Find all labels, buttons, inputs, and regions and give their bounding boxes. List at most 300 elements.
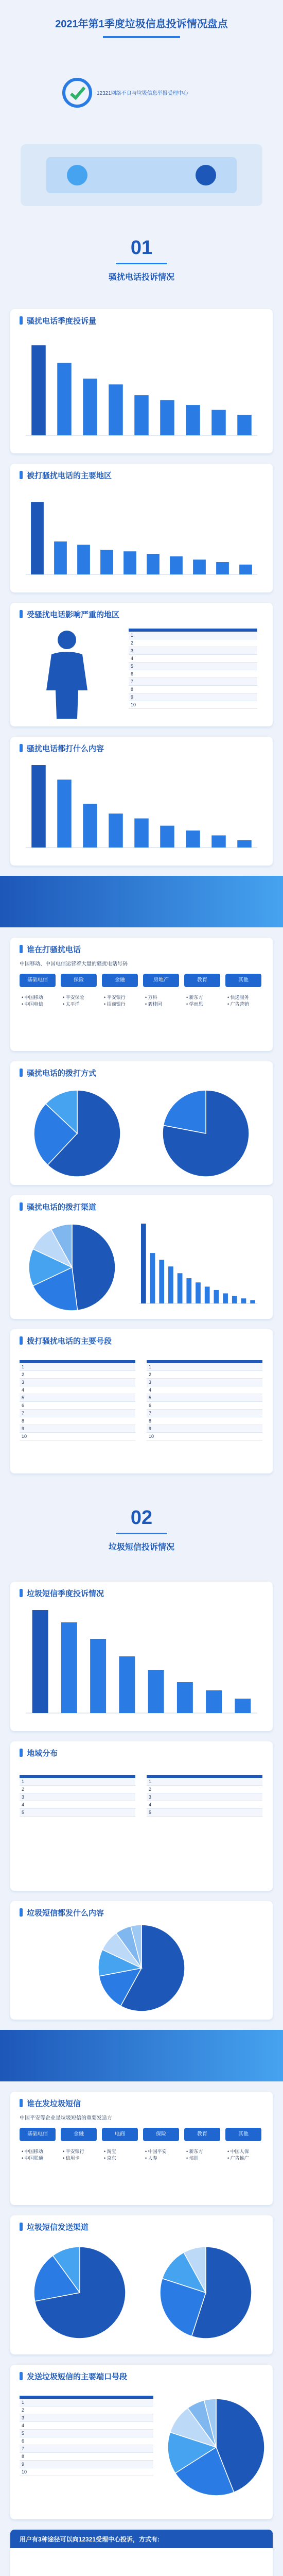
table-cell <box>227 1410 262 1417</box>
table-row <box>20 1410 135 1417</box>
list-item: • 培训 <box>186 2156 199 2161</box>
call-channel-panel <box>10 1195 273 1319</box>
table-cell <box>199 1809 231 1817</box>
bar <box>170 556 183 574</box>
table-cell <box>108 1433 135 1440</box>
table-row <box>20 2468 153 2476</box>
table-cell: 5 <box>20 2430 91 2437</box>
bar <box>168 1266 173 1303</box>
table-cell <box>197 670 227 678</box>
table-row <box>147 1363 262 1371</box>
table-cell <box>199 1793 231 1801</box>
table-cell: 5 <box>147 1394 227 1402</box>
who-calls-title: 谁在打骚扰电话 <box>20 944 81 955</box>
list-item: • 淘宝 <box>104 2149 116 2154</box>
table-cell: 5 <box>147 1809 199 1817</box>
table-cell: 4 <box>20 1386 81 1394</box>
table-row <box>147 1801 262 1809</box>
category-list <box>145 2148 167 2162</box>
call-method-title: 骚扰电话的拨打方式 <box>20 1067 96 1078</box>
table-row <box>147 1386 262 1394</box>
category-list <box>145 994 162 1008</box>
sms-region-title: 地域分布 <box>20 1748 58 1758</box>
list-item: • 中国移动 <box>22 2149 43 2154</box>
table-cell <box>108 1417 135 1425</box>
list-item: • 平安保险 <box>63 995 84 1000</box>
list-item: • 万科 <box>145 995 157 1000</box>
table-row <box>147 1425 262 1433</box>
table-row <box>147 1410 262 1417</box>
table-cell: 1 <box>147 1363 227 1371</box>
report-title: 用户有3种途径可以向12321受理中心投诉，方式有: <box>20 2536 160 2543</box>
table-cell <box>227 1379 262 1386</box>
table-cell: 10 <box>129 701 197 709</box>
category-list <box>227 2148 249 2162</box>
table-row <box>20 1394 135 1402</box>
table-cell: 1 <box>20 1778 72 1786</box>
table-row <box>20 1809 135 1817</box>
table-cell <box>91 2468 122 2476</box>
call-region-panel <box>10 464 273 592</box>
table-row <box>20 1425 135 1433</box>
call-volume-panel <box>10 309 273 453</box>
table-cell <box>197 632 227 639</box>
table-cell: 4 <box>20 2422 91 2430</box>
table-cell: 9 <box>20 2461 91 2468</box>
table-cell: 4 <box>20 1801 72 1809</box>
bar <box>214 1290 219 1303</box>
table-row <box>20 1417 135 1425</box>
category-list <box>104 2148 116 2162</box>
table-cell <box>197 678 227 686</box>
list-item: • 太平洋 <box>63 1002 80 1007</box>
part2-name: 垃圾短信投诉情况 <box>108 1543 174 1552</box>
cover-title: 2021年第1季度垃圾信息投诉情况盘点 <box>55 19 228 30</box>
call-content-title: 骚扰电话都打什么内容 <box>20 743 104 754</box>
table-cell <box>103 1809 135 1817</box>
table-cell <box>227 647 257 655</box>
category-box: 基础电信 <box>20 2128 56 2141</box>
table-cell: 10 <box>20 2468 91 2476</box>
table-cell: 7 <box>20 1410 81 1417</box>
table-row <box>20 1371 135 1379</box>
table-cell: 3 <box>147 1379 227 1386</box>
table-row <box>129 693 257 701</box>
bar <box>160 400 174 435</box>
table-cell: 3 <box>20 1793 72 1801</box>
table-row <box>20 2430 153 2437</box>
table-cell <box>122 2468 153 2476</box>
table-row <box>20 1433 135 1440</box>
table-cell <box>227 1371 262 1379</box>
table-cell <box>231 1809 262 1817</box>
table-cell <box>91 2461 122 2468</box>
part1-number: 01 <box>130 237 153 259</box>
table-cell: 8 <box>147 1417 227 1425</box>
table-cell <box>197 686 227 693</box>
table-cell <box>108 1379 135 1386</box>
table-cell: 4 <box>129 655 197 663</box>
category-list <box>227 994 249 1008</box>
table-cell <box>91 2422 122 2430</box>
list-item: • 京东 <box>104 2156 116 2161</box>
table-row <box>147 1379 262 1386</box>
part1-divider <box>0 227 283 304</box>
sms-channel-pie-1 <box>31 2244 129 2342</box>
table-cell: 9 <box>147 1425 227 1433</box>
sms-content-panel <box>10 1901 273 2020</box>
list-item: • 新东方 <box>186 2149 203 2154</box>
table-row <box>147 1809 262 1817</box>
table-cell: 1 <box>147 1778 199 1786</box>
table-cell: 5 <box>20 1394 81 1402</box>
bar <box>77 545 90 574</box>
table-cell <box>91 2406 122 2414</box>
bar <box>148 1670 164 1713</box>
bar <box>186 1278 191 1303</box>
table-row <box>20 1402 135 1410</box>
category-box: 教育 <box>184 974 220 987</box>
sms-ports-table <box>20 2396 153 2476</box>
category-box: 其他 <box>225 974 261 987</box>
bar <box>147 554 160 574</box>
list-item: • 快递服务 <box>227 995 249 1000</box>
table-cell <box>122 2422 153 2430</box>
table-row <box>20 1379 135 1386</box>
call-region-chart <box>21 487 262 585</box>
bar <box>32 1610 48 1713</box>
sms-region-left-table <box>20 1775 135 1817</box>
table-cell <box>103 1786 135 1793</box>
table-cell: 6 <box>20 2437 91 2445</box>
table-row <box>20 2399 153 2406</box>
table-cell <box>91 2430 122 2437</box>
category-box: 其他 <box>225 2128 261 2141</box>
table-cell: 3 <box>20 1379 81 1386</box>
table-cell <box>72 1809 103 1817</box>
table-cell <box>231 1778 262 1786</box>
table-cell <box>108 1425 135 1433</box>
list-item: • 中国人保 <box>227 2149 249 2154</box>
org-logo <box>62 77 221 108</box>
table-row <box>129 639 257 647</box>
table-row <box>20 1363 135 1371</box>
table-cell <box>227 1394 262 1402</box>
category-box: 房地产 <box>143 974 179 987</box>
table-cell: 5 <box>129 663 197 670</box>
table-cell: 4 <box>147 1801 199 1809</box>
bar <box>205 1286 210 1303</box>
table-cell <box>227 632 257 639</box>
table-row <box>20 1786 135 1793</box>
table-cell <box>122 2414 153 2422</box>
table-cell <box>227 701 257 709</box>
bar <box>83 804 97 848</box>
table-row <box>129 701 257 709</box>
sms-content-pie <box>93 1922 190 2014</box>
table-cell <box>227 1363 262 1371</box>
bar <box>211 410 226 435</box>
bar <box>186 831 200 848</box>
blue-band-1 <box>0 876 283 927</box>
list-item: • 中国平安 <box>145 2149 167 2154</box>
table-cell: 6 <box>129 670 197 678</box>
table-cell <box>91 2437 122 2445</box>
bar <box>193 560 206 574</box>
sms-region-right-table <box>147 1775 262 1817</box>
table-cell: 10 <box>20 1433 81 1440</box>
bar <box>54 541 67 574</box>
table-cell <box>72 1778 103 1786</box>
table-cell <box>227 1417 262 1425</box>
table-row <box>20 2422 153 2430</box>
table-row <box>20 2445 153 2453</box>
table-cell: 5 <box>20 1809 72 1817</box>
table-row <box>129 678 257 686</box>
bar <box>109 384 123 435</box>
call-content-chart <box>21 760 262 858</box>
sms-volume-chart <box>21 1605 262 1723</box>
call-volume-title: 骚扰电话季度投诉量 <box>20 315 96 326</box>
table-cell <box>227 1425 262 1433</box>
bar <box>31 502 44 574</box>
bar <box>57 779 72 848</box>
table-cell: 2 <box>147 1786 199 1793</box>
table-cell <box>103 1778 135 1786</box>
bar <box>159 1260 164 1303</box>
table-cell <box>103 1793 135 1801</box>
bar <box>31 765 46 848</box>
category-box: 保险 <box>61 974 97 987</box>
bar <box>211 835 226 848</box>
table-cell <box>108 1363 135 1371</box>
list-item: • 学而思 <box>186 1002 203 1007</box>
table-row <box>20 2414 153 2422</box>
bar <box>119 1656 135 1713</box>
bar <box>134 819 149 848</box>
category-list <box>22 994 43 1008</box>
top-numbers-left-table <box>20 1360 135 1440</box>
call-content-panel <box>10 737 273 866</box>
table-cell <box>81 1433 108 1440</box>
table-cell <box>197 663 227 670</box>
report-panel <box>10 2530 273 2576</box>
table-row <box>147 1402 262 1410</box>
table-row <box>20 2453 153 2461</box>
category-list <box>186 994 203 1008</box>
table-cell <box>122 2453 153 2461</box>
severe-region-table <box>129 629 257 709</box>
bar <box>235 1699 251 1713</box>
category-box: 基础电信 <box>20 974 56 987</box>
cover-decoration <box>0 134 283 227</box>
table-cell: 2 <box>20 2406 91 2414</box>
table-cell: 2 <box>20 1371 81 1379</box>
severe-region-title: 受骚扰电话影响严重的地区 <box>20 609 119 620</box>
bar <box>206 1690 222 1713</box>
category-list <box>63 994 84 1008</box>
category-box: 教育 <box>184 2128 220 2141</box>
who-calls-panel <box>10 938 273 1051</box>
category-box: 电商 <box>102 2128 138 2141</box>
category-list <box>186 2148 203 2162</box>
bar <box>150 1253 155 1303</box>
sms-region-panel <box>10 1741 273 1891</box>
call-channel-title: 骚扰电话的拨打渠道 <box>20 1201 96 1212</box>
logo-icon <box>62 77 93 108</box>
category-list <box>104 994 126 1008</box>
table-cell: 3 <box>147 1793 199 1801</box>
list-item: • 中国电信 <box>22 1002 43 1007</box>
bar <box>83 379 97 435</box>
table-row <box>147 1778 262 1786</box>
table-cell <box>91 2445 122 2453</box>
table-row <box>20 1386 135 1394</box>
list-item: • 平安银行 <box>63 2149 84 2154</box>
table-cell <box>227 663 257 670</box>
who-sms-title: 谁在发垃圾短信 <box>20 2098 81 2109</box>
table-cell <box>199 1786 231 1793</box>
list-item: • 信用卡 <box>63 2156 80 2161</box>
sms-channel-pie-2 <box>157 2244 255 2342</box>
bar <box>177 1682 193 1713</box>
table-row <box>20 1801 135 1809</box>
table-cell <box>81 1394 108 1402</box>
bar <box>141 1224 146 1303</box>
table-row <box>147 1417 262 1425</box>
table-row <box>20 1778 135 1786</box>
part2-divider <box>0 1484 283 1577</box>
table-cell <box>72 1793 103 1801</box>
bar <box>237 840 252 848</box>
bar <box>239 565 252 574</box>
table-row <box>20 1793 135 1801</box>
table-cell: 2 <box>20 1786 72 1793</box>
table-row <box>147 1793 262 1801</box>
bar <box>223 1293 228 1303</box>
list-item: • 广告营销 <box>227 1002 249 1007</box>
blue-band-2 <box>0 2030 283 2081</box>
who-sms-panel <box>10 2092 273 2205</box>
bar <box>216 562 229 574</box>
title-underline <box>103 36 180 38</box>
table-cell <box>81 1386 108 1394</box>
bar <box>134 395 149 435</box>
cover-section <box>0 0 283 227</box>
top-numbers-right-table <box>147 1360 262 1440</box>
bar <box>90 1639 106 1713</box>
sms-ports-pie <box>165 2396 268 2499</box>
table-row <box>129 655 257 663</box>
list-item: • 中国联通 <box>22 2156 43 2161</box>
call-channel-pie <box>26 1221 118 1314</box>
sms-ports-title: 发送垃圾短信的主要端口号段 <box>20 2371 127 2382</box>
table-cell <box>227 678 257 686</box>
table-cell <box>108 1371 135 1379</box>
table-cell <box>231 1801 262 1809</box>
bar <box>100 550 113 574</box>
table-cell <box>81 1402 108 1410</box>
table-cell <box>72 1801 103 1809</box>
table-cell <box>197 655 227 663</box>
part2-number: 02 <box>130 1507 153 1529</box>
bar <box>61 1622 77 1713</box>
bar <box>196 1282 201 1303</box>
table-cell <box>81 1363 108 1371</box>
sms-channel-title: 垃圾短信发送渠道 <box>20 2222 89 2232</box>
bar <box>186 405 200 435</box>
table-cell <box>197 647 227 655</box>
table-cell <box>227 1402 262 1410</box>
table-row <box>20 2406 153 2414</box>
table-cell: 1 <box>20 2399 91 2406</box>
table-cell <box>227 686 257 693</box>
table-row <box>129 686 257 693</box>
part1-bar <box>116 263 167 264</box>
bar <box>232 1296 237 1303</box>
table-cell <box>81 1425 108 1433</box>
table-cell: 1 <box>20 1363 81 1371</box>
table-row <box>147 1371 262 1379</box>
list-item: • 广告推广 <box>227 2156 249 2161</box>
top-numbers-panel <box>10 1329 273 1473</box>
category-list <box>63 2148 84 2162</box>
category-box: 金融 <box>61 2128 97 2141</box>
table-cell: 3 <box>20 2414 91 2422</box>
bar <box>237 415 252 435</box>
table-cell <box>199 1778 231 1786</box>
table-cell <box>227 670 257 678</box>
category-list <box>22 2148 43 2162</box>
call-region-title: 被打骚扰电话的主要地区 <box>20 470 112 481</box>
bar <box>241 1298 246 1303</box>
list-item: • 中国移动 <box>22 995 43 1000</box>
sms-volume-panel <box>10 1582 273 1731</box>
call-channel-bar <box>134 1218 262 1314</box>
sms-content-title: 垃圾短信都发什么内容 <box>20 1907 104 1918</box>
category-box: 保险 <box>143 2128 179 2141</box>
table-cell: 8 <box>20 1417 81 1425</box>
table-cell <box>197 693 227 701</box>
table-cell: 7 <box>147 1410 227 1417</box>
table-cell <box>227 639 257 647</box>
table-row <box>147 1433 262 1440</box>
table-cell <box>103 1801 135 1809</box>
table-cell <box>122 2461 153 2468</box>
table-cell <box>108 1402 135 1410</box>
table-cell <box>197 639 227 647</box>
table-cell: 8 <box>129 686 197 693</box>
table-cell <box>122 2437 153 2445</box>
bar <box>109 814 123 848</box>
table-cell: 3 <box>129 647 197 655</box>
table-cell <box>122 2445 153 2453</box>
table-cell <box>91 2414 122 2422</box>
table-cell <box>231 1786 262 1793</box>
bar <box>57 363 72 435</box>
table-row <box>20 2461 153 2468</box>
list-item: • 新东方 <box>186 995 203 1000</box>
table-row <box>147 1786 262 1793</box>
call-method-pie-1 <box>31 1087 123 1180</box>
call-method-panel <box>10 1061 273 1185</box>
table-cell: 4 <box>147 1386 227 1394</box>
table-cell <box>199 1801 231 1809</box>
table-cell: 8 <box>20 2453 91 2461</box>
table-cell: 7 <box>20 2445 91 2453</box>
part1-name: 骚扰电话投诉情况 <box>108 273 174 282</box>
table-row <box>129 670 257 678</box>
